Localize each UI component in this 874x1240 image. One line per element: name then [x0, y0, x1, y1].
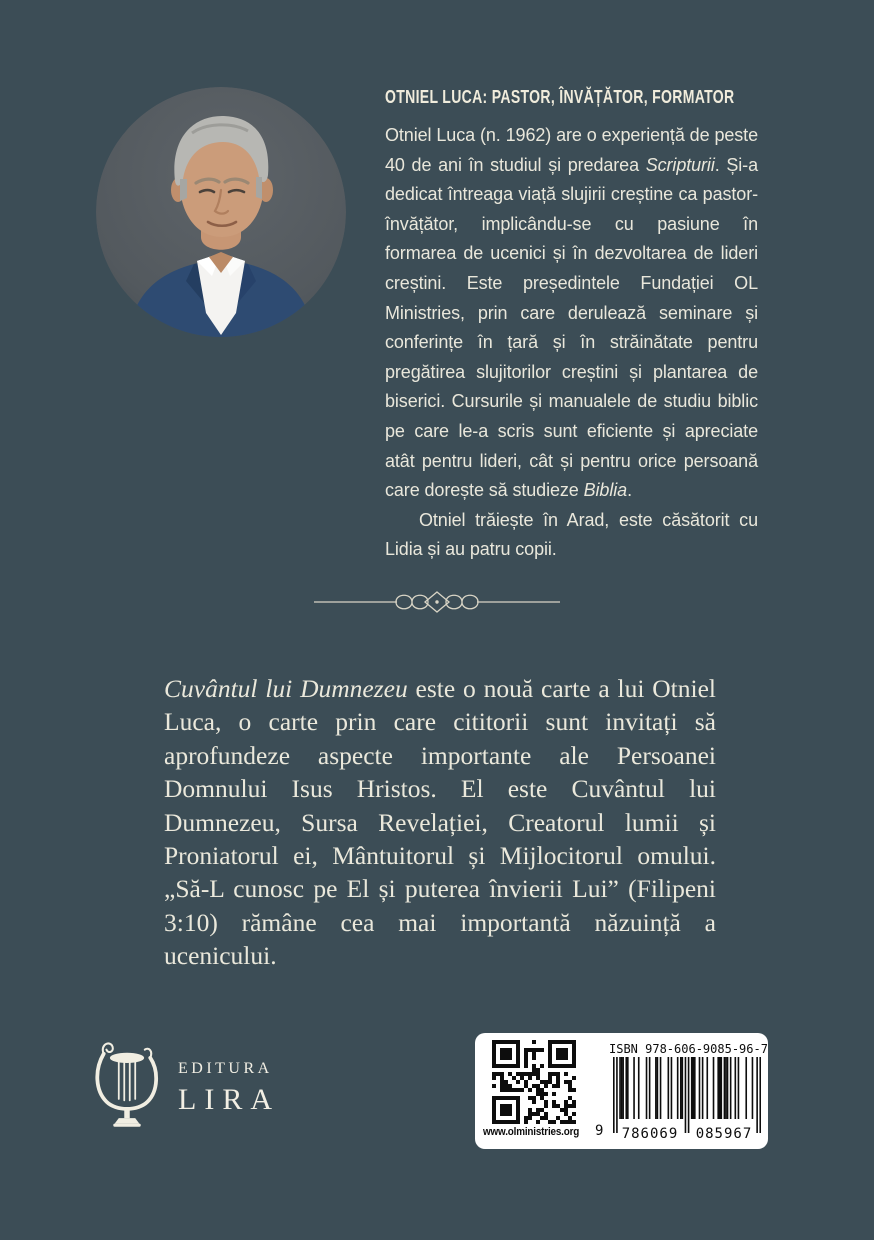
- isbn-label: ISBN 978-606-9085-96-7: [609, 1042, 768, 1056]
- qr-code: [492, 1040, 576, 1124]
- author-portrait-photo: [96, 87, 346, 337]
- ean-group1: 786069: [621, 1126, 679, 1141]
- website-label: www.olministries.org: [483, 1126, 580, 1138]
- ean-first-digit: 9: [595, 1123, 604, 1139]
- blurb-text: este o nouă carte a lui Otniel Luca, o carte prin care cititorii sunt invitați să aprofundeze aspecte importante ale Persoanei Domnului Isus Hristos. El este Cuvântul lui Dumnezeu, Sursa Revelației, Creatorul lumii și Proniatorul ei, Mântuitorul și Mijlocitorul omului. „Să-L cunosc pe El și puterea învierii Lui” (Filipeni 3:10) rămâne cea mai importantă năzuință a ucenicului.: [164, 674, 716, 971]
- bio-text: Otniel Luca (n. 1962) are o experiență de peste 40 de ani în studiul și predarea: [385, 125, 758, 175]
- author-heading: OTNIEL LUCA: PASTOR, ÎNVĂȚĂTOR, FORMATOR: [385, 87, 735, 107]
- bio-text: . Și-a dedicat întreaga viață slujirii creștine ca pastor-învățător, implicându-se cu pasiune în formarea de ucenici și în dezvoltarea de lideri creștini. Este președintele Fundației OL Ministries, prin care derulează seminare și conferințe în țară și în străinătate pentru pregătirea slujitorilor creștini și plantarea de biserici. Cursurile și manualele de studiu biblic pe care le-a scris sunt eficiente și apreciate atât pentru lideri, cât și pentru orice persoană care dorește să studieze: [385, 154, 758, 501]
- bio-text: .: [627, 480, 632, 501]
- barcode-panel: [475, 1033, 768, 1149]
- sideburn-left: [180, 179, 187, 201]
- author-bio: [385, 121, 758, 565]
- ean-bars: [613, 1057, 761, 1141]
- ean-barcode: [595, 1057, 761, 1145]
- publisher-name-line2: LIRA: [178, 1082, 280, 1116]
- bio-paragraph-2: Otniel trăiește în Arad, este căsătorit cu Lidia și au patru copii.: [385, 509, 758, 560]
- publisher-name: [178, 1060, 280, 1117]
- bio-italic-scripturii: Scripturii: [645, 154, 715, 175]
- divider-center-dot: [435, 600, 438, 603]
- bio-italic-biblia: Biblia: [583, 480, 628, 501]
- book-title-italic: Cuvântul lui Dumnezeu: [164, 674, 408, 703]
- book-blurb: [164, 672, 716, 973]
- divider-ornament: [312, 587, 562, 617]
- publisher-name-line1: EDITURA: [178, 1059, 273, 1077]
- publisher-logo: [90, 1038, 280, 1138]
- ean-group2: 085967: [695, 1126, 753, 1141]
- lyre-icon: [90, 1038, 164, 1138]
- bio-paragraph-1: [385, 121, 758, 506]
- sideburn-right: [256, 177, 262, 199]
